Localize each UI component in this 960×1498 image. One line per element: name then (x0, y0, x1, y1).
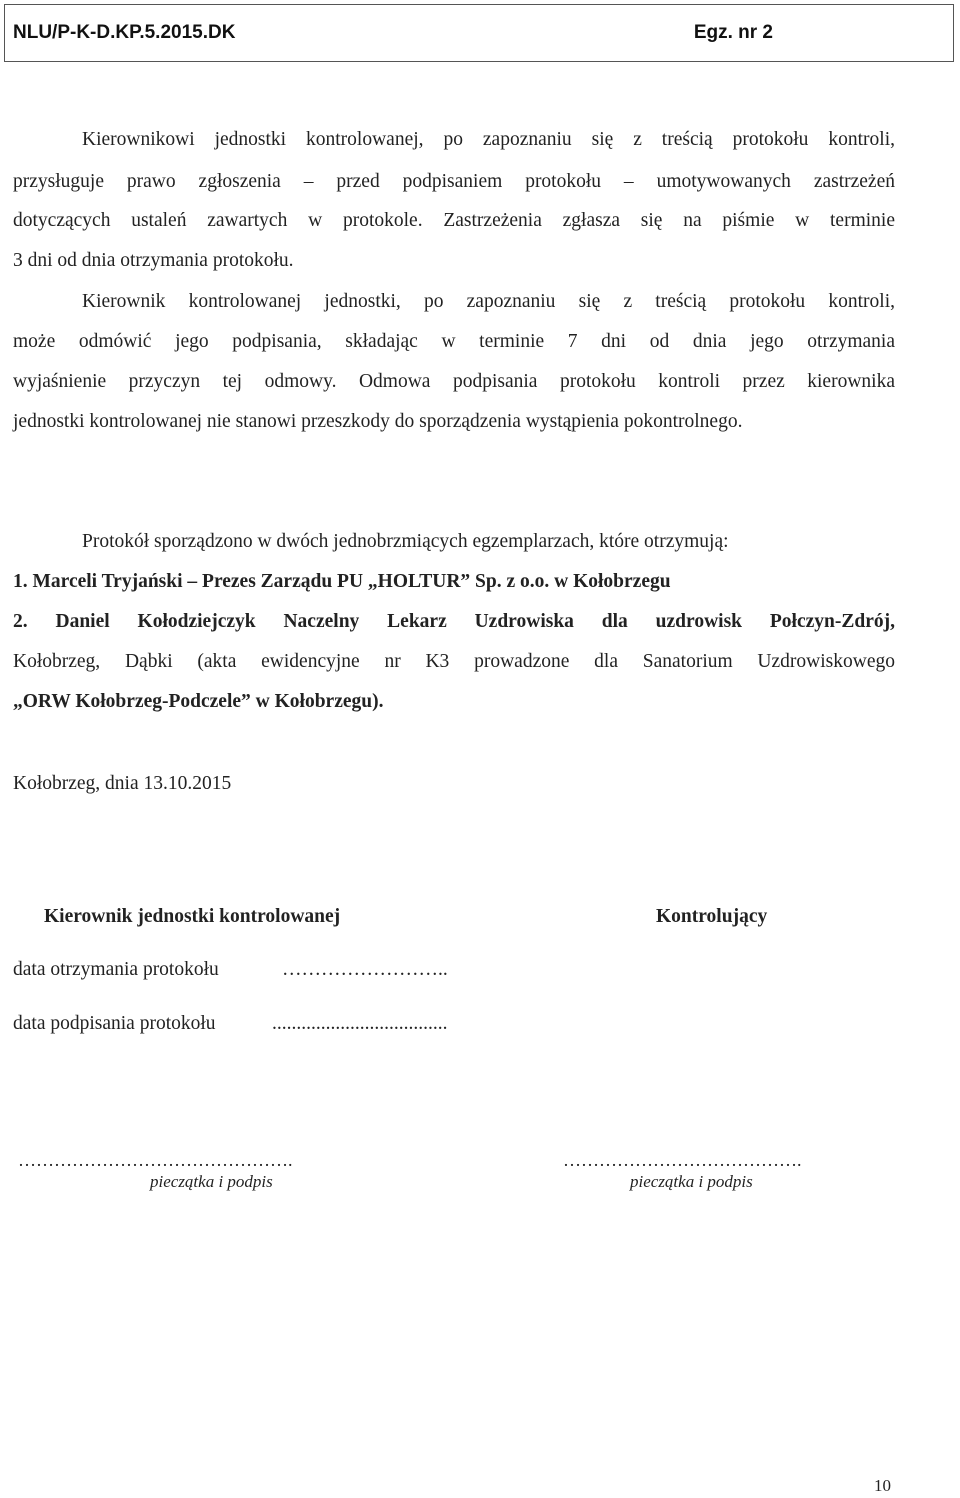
inspector-title: Kontrolujący (656, 906, 768, 927)
copies-intro: Protokół sporządzono w dwóch jednobrzmiących egzemplarzach, które otrzymują: (82, 531, 729, 552)
left-stamp-caption: pieczątka i podpis (150, 1172, 273, 1191)
copies-item-2-line1: 2. Daniel Kołodziejczyk Naczelny Lekarz Uzdrowiska dla uzdrowisk Połczyn-Zdrój, (13, 611, 895, 632)
copy-number: Egz. nr 2 (693, 22, 773, 43)
para2-line1: Kierownik kontrolowanej jednostki, po zapoznaniu się z treścią protokołu kontroli, (82, 291, 895, 312)
document-code: NLU/P-K-D.KP.5.2015.DK (13, 22, 236, 43)
right-signature-line: …………………………………. (563, 1150, 802, 1170)
head-of-unit-title: Kierownik jednostki kontrolowanej (44, 906, 341, 927)
document-header (4, 4, 954, 62)
page-number: 10 (874, 1476, 891, 1495)
copies-item-2-line3: „ORW Kołobrzeg-Podczele” w Kołobrzegu). (13, 691, 384, 712)
para2-line3: wyjaśnienie przyczyn tej odmowy. Odmowa podpisania protokołu kontroli przez kierownika (13, 371, 895, 392)
copies-item-1: 1. Marceli Tryjański – Prezes Zarządu PU „HOLTUR” Sp. z o.o. w Kołobrzegu (13, 571, 671, 592)
para1-line2: przysługuje prawo zgłoszenia – przed podpisaniem protokołu – umotywowanych zastrzeżeń (13, 171, 895, 192)
received-date-label: data otrzymania protokołu (13, 959, 219, 980)
place-and-date: Kołobrzeg, dnia 13.10.2015 (13, 773, 232, 794)
para1-line1: Kierownikowi jednostki kontrolowanej, po zapoznaniu się z treścią protokołu kontroli, (82, 129, 895, 150)
signed-date-label: data podpisania protokołu (13, 1013, 216, 1034)
left-signature-line: ………………………………………. (18, 1150, 293, 1170)
para1-line4: 3 dni od dnia otrzymania protokołu. (13, 250, 294, 271)
signed-date-field: .................................... (272, 1013, 448, 1034)
received-date-field: …………………….. (282, 959, 448, 980)
right-stamp-caption: pieczątka i podpis (630, 1172, 753, 1191)
para2-line4: jednostki kontrolowanej nie stanowi przeszkody do sporządzenia wystąpienia pokontrolnego. (13, 411, 743, 432)
copies-item-2-line2: Kołobrzeg, Dąbki (akta ewidencyjne nr K3 prowadzone dla Sanatorium Uzdrowiskowego (13, 651, 895, 672)
para1-line3: dotyczących ustaleń zawartych w protokole. Zastrzeżenia zgłasza się na piśmie w terminie (13, 210, 895, 231)
para2-line2: może odmówić jego podpisania, składając w terminie 7 dni od dnia jego otrzymania (13, 331, 895, 352)
